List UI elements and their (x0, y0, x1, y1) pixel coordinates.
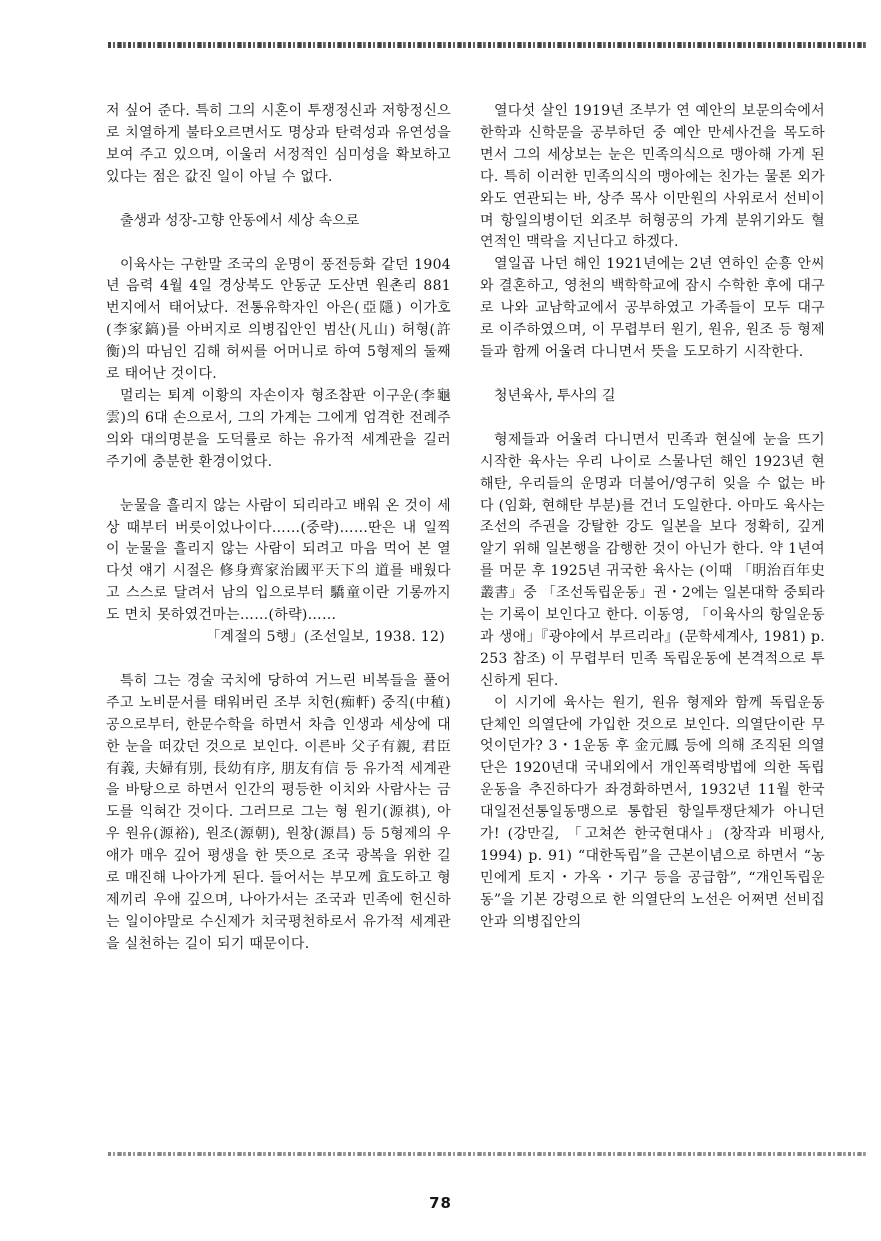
top-decorative-rule (108, 42, 868, 48)
section-heading-birth: 출생과 성장-고향 안동에서 세상 속으로 (120, 212, 360, 229)
bottom-decorative-rule (108, 1152, 868, 1156)
paragraph-grandfather: 특히 그는 경술 국치에 당하여 거느린 비복들을 풀어주고 노비문서를 태워버린 조부 치헌(痴軒) 중직(中稙)공으로부터, 한문수학을 하면서 차츰 인생과 세상에 대한 눈을 떠갔던 것으로 보인다. 이른바 父子有親, 君臣有義, 夫婦有別, 長幼有序, 朋友有信 등 유가적 세계관을 바탕으로 하면서 인간의 평등한 이치와 사람사는 금도를 익혀간 것이다. 그러므로 그는 형 원기(源祺), 아우 원유(源裕), 원조(源朝), 원창(源昌) 등 5형제의 우애가 매우 깊어 평생을 한 뜻으로 조국 광복을 위한 길로 매진해 나아가게 된다. 들어서는 부모께 효도하고 형제끼리 우애 깊으며, 나아가서는 조국과 민족에 헌신하는 일이야말로 수신제가 치국평천하로서 유가적 세계관을 실천하는 길이 되기 때문이다. (106, 672, 451, 952)
intro-paragraph: 저 싶어 준다. 특히 그의 시혼이 투쟁정신과 저항정신으로 치열하게 불타오르면서도 명상과 탄력성과 유연성을 보여 주고 있으며, 이울러 서정적인 심미성을 확보하고 있다는 점은 값진 일이 아닐 수 없다. (106, 103, 451, 185)
left-column (106, 101, 451, 1151)
right-column (480, 101, 825, 1151)
paragraph-japan: 형제들과 어울려 다니면서 민족과 현실에 눈을 뜨기 시작한 육사는 우리 나이로 스물나던 해인 1923년 현해탄, 우리들의 운명과 더불어/영구히 잊을 수 없는 바다 (임화, 현해탄 부분)를 건너 도일한다. 아마도 육사는 조선의 주권을 강탈한 강도 일본을 보다 정확히, 깊게 알기 위해 일본행을 감행한 것이 아닌가 한다. 약 1년여를 머문 후 1925년 귀국한 육사는 (이때 「明治百年史叢書」중 「조선독립운동」권・2에는 일본대학 중퇴라는 기록이 보인다고 한다. 이동영, 「이육사의 항일운동과 생애」『광야에서 부르리라』(문학세계사, 1981) p. 253 참조) 이 무렵부터 민족 독립운동에 본격적으로 투신하게 된다. (480, 431, 825, 689)
block-quote (106, 496, 451, 649)
paragraph-birth: 이육사는 구한말 조국의 운명이 풍전등화 같던 1904년 음력 4월 4일 경상북도 안동군 도산면 원촌리 881번지에서 태어났다. 전통유학자인 아은(亞隱) 이가호(李家鎬)를 아버지로 의병집안인 범산(凡山) 허형(許衡)의 따님인 김해 허씨를 어머니로 하여 5형제의 둘째로 태어난 것이다. (106, 256, 451, 383)
paragraph-uiyeoldan: 이 시기에 육사는 원기, 원유 형제와 함께 독립운동 단체인 의열단에 가입한 것으로 보인다. 의열단이란 무엇이던가? 3・1운동 후 金元鳳 등에 의해 조직된 의열단은 1920년대 국내외에서 개인폭력방법에 의한 독립운동을 추진하다가 좌경화하면서, 1932년 11월 한국대일전선통일동맹으로 통합된 항일투쟁단체가 아니던가! (강만길, 「고쳐쓴 한국현대사」(창작과 비평사, 1994) p. 91) “대한독립”을 근본이념으로 하면서 “농민에게 토지・가옥・기구 등을 공급함”, “개인독립운동”을 기본 강령으로 한 의열단의 노선은 어쩌면 선비집안과 의병집안의 (480, 694, 825, 930)
page-number: 78 (429, 1194, 452, 1212)
section-heading-fighter: 청년육사, 투사의 길 (494, 387, 616, 404)
paragraph-youth: 열다섯 살인 1919년 조부가 연 예안의 보문의숙에서 한학과 신학문을 공부하던 중 예안 만세사건을 목도하면서 그의 세상보는 눈은 민족의식으로 맹아해 가게 된다. 특히 이러한 민족의식의 맹아에는 친가는 물론 외가와도 연관되는 바, 상주 목사 이만원의 사위로서 선비이며 항일의병이던 외조부 허형공의 가계 분위기와도 혈연적인 맥락을 지닌다고 하겠다. (480, 103, 825, 251)
quote-text: 눈물을 흘리지 않는 사람이 되리라고 배워 온 것이 세상 때부터 버릇이었나이다……(중략)……딴은 내 일찍이 눈물을 흘리지 않는 사람이 되려고 마음 먹어 본 열다섯 얘기 시절은 修身齊家治國平天下의 道를 배웠다고 스스로 달려서 남의 입으로부터 驕童이란 기롱까지도 면치 못하였건마는……(하략)…… (106, 497, 451, 624)
paragraph-lineage: 멀리는 퇴계 이황의 자손이자 형조참판 이구운(李龜雲)의 6대 손으로서, 그의 가계는 그에게 엄격한 전례주의와 대의명분을 도덕률로 하는 유가적 세계관을 길러주기에 충분한 환경이었다. (106, 387, 451, 470)
quote-source: 「계절의 5행」(조선일보, 1938. 12) (206, 629, 445, 646)
paragraph-marriage: 열일곱 나던 해인 1921년에는 2년 연하인 순흥 안씨와 결혼하고, 영천의 백학학교에 잠시 수학한 후에 대구로 나와 교남학교에서 공부하였고 가족들이 모두 대구로 이주하였으며, 이 무렵부터 원기, 원유, 원조 등 형제들과 함께 어울려 다니면서 뜻을 도모하기 시작한다. (480, 256, 825, 360)
